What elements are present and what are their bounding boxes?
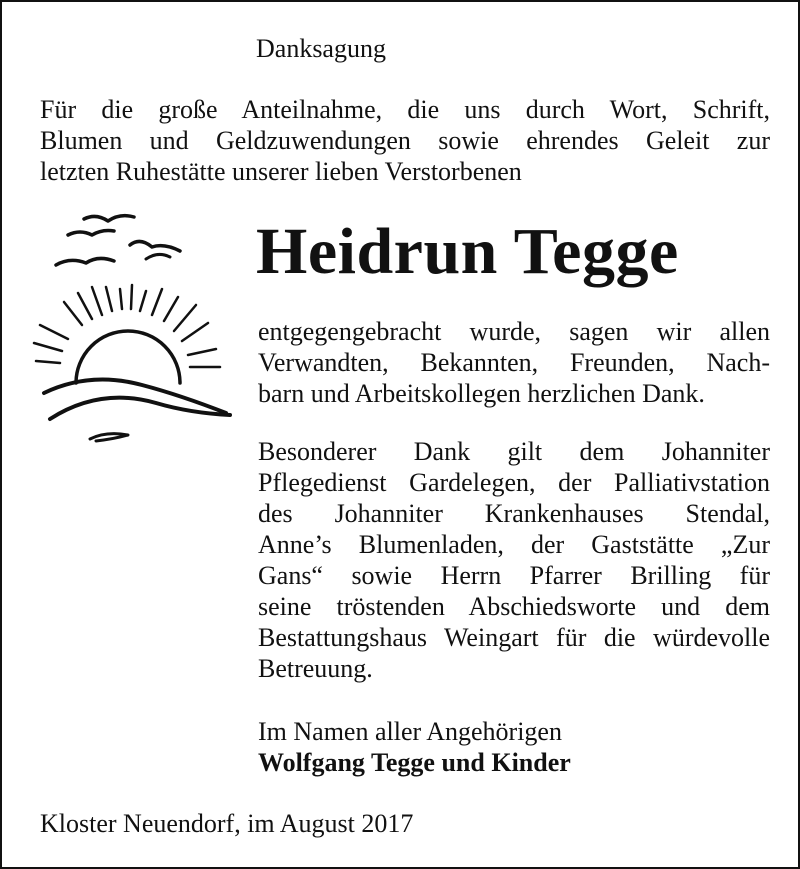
thanks-paragraph [258,316,770,409]
paragraph-line: Anne’s Blumenladen, der Gaststätte „Zur [258,530,770,559]
intro-text [40,94,770,187]
paragraph-line: Verwandten, Bekannten, Freunden, Nach- [258,348,770,377]
paragraph-line: Gans“ sowie Herrn Pfarrer Brilling für [258,561,770,590]
paragraph-line: barn und Arbeitskollegen herzlichen Dank. [258,379,705,408]
deceased-name: Heidrun Tegge [256,215,679,288]
paragraph-line: seine tröstenden Abschiedsworte und dem [258,592,770,621]
signature-names: Wolfgang Tegge und Kinder [258,748,571,777]
intro-line: letzten Ruhestätte unserer lieben Verstorbenen [40,157,522,186]
paragraph-line: des Johanniter Krankenhauses Stendal, [258,499,770,528]
paragraph-line: Besonderer Dank gilt dem Johanniter [258,437,770,466]
signature-intro: Im Namen aller Angehörigen [258,717,562,746]
paragraph-line: Bestattungshaus Weingart für die würdevolle [258,623,770,652]
intro-line: Für die große Anteilnahme, die uns durch Wort, Schrift, [40,95,770,124]
notice-heading: Danksagung [256,34,386,63]
place-date: Kloster Neuendorf, im August 2017 [40,809,414,838]
sunset-birds-icon [30,207,240,447]
paragraph-line: entgegengebracht wurde, sagen wir allen [258,317,770,346]
intro-line: Blumen und Geldzuwendungen sowie ehrendes Geleit zur [40,126,770,155]
special-thanks-paragraph [258,436,770,684]
paragraph-line: Pflegedienst Gardelegen, der Palliativstation [258,468,770,497]
paragraph-line: Betreuung. [258,654,373,683]
